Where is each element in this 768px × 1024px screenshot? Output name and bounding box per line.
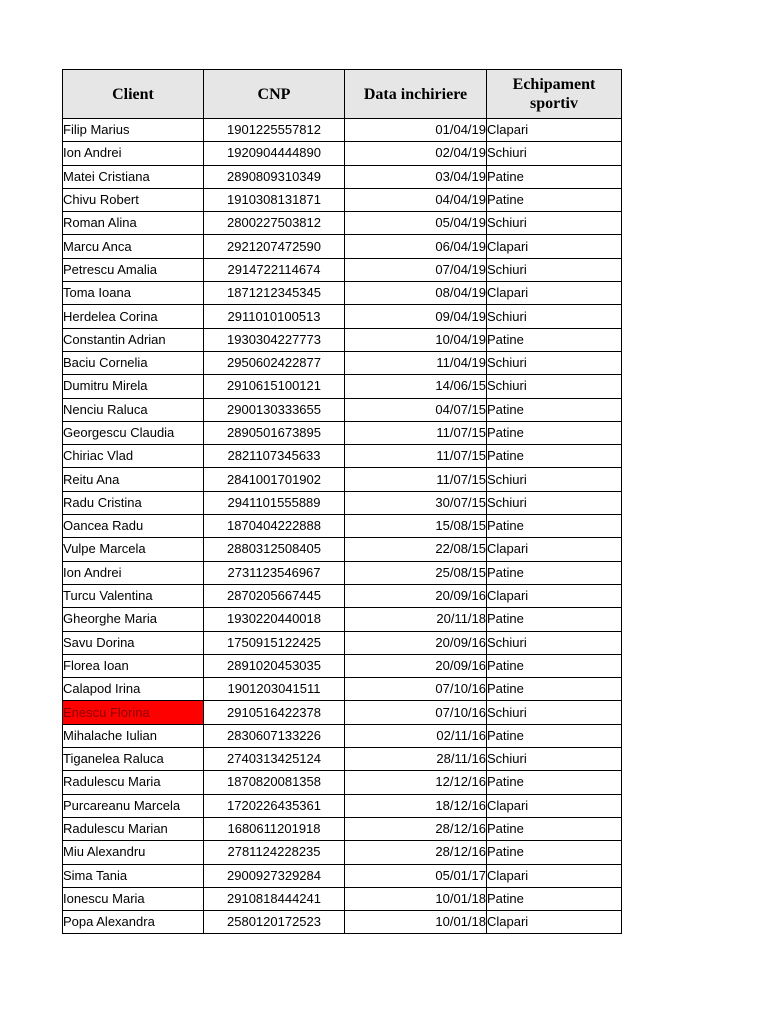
cell-equipment[interactable]: Clapari bbox=[487, 794, 622, 817]
cell-date[interactable]: 20/09/16 bbox=[345, 654, 487, 677]
cell-client[interactable]: Dumitru Mirela bbox=[63, 375, 204, 398]
cell-client[interactable]: Ionescu Maria bbox=[63, 887, 204, 910]
cell-date[interactable]: 02/04/19 bbox=[345, 142, 487, 165]
rental-table bbox=[62, 69, 622, 934]
cell-date[interactable]: 25/08/15 bbox=[345, 561, 487, 584]
table-row bbox=[63, 445, 622, 468]
cell-date[interactable]: 04/07/15 bbox=[345, 398, 487, 421]
cell-cnp[interactable]: 2914722114674 bbox=[204, 258, 345, 281]
cell-date[interactable]: 15/08/15 bbox=[345, 515, 487, 538]
cell-client[interactable]: Gheorghe Maria bbox=[63, 608, 204, 631]
cell-date[interactable]: 04/04/19 bbox=[345, 188, 487, 211]
cell-cnp[interactable]: 1870404222888 bbox=[204, 515, 345, 538]
cell-cnp[interactable]: 1930304227773 bbox=[204, 328, 345, 351]
table-row bbox=[63, 491, 622, 514]
table-row bbox=[63, 282, 622, 305]
cell-cnp[interactable]: 2900130333655 bbox=[204, 398, 345, 421]
cell-equipment[interactable]: Patine bbox=[487, 398, 622, 421]
table-row bbox=[63, 911, 622, 934]
table-row bbox=[63, 608, 622, 631]
cell-equipment[interactable]: Clapari bbox=[487, 119, 622, 142]
cell-cnp[interactable]: 1720226435361 bbox=[204, 794, 345, 817]
cell-cnp[interactable]: 1901225557812 bbox=[204, 119, 345, 142]
cell-cnp[interactable]: 2941101555889 bbox=[204, 491, 345, 514]
cell-client[interactable]: Miu Alexandru bbox=[63, 841, 204, 864]
table-row bbox=[63, 258, 622, 281]
table-row bbox=[63, 351, 622, 374]
header-cnp[interactable]: CNP bbox=[204, 70, 345, 119]
cell-cnp[interactable]: 2580120172523 bbox=[204, 911, 345, 934]
cell-date[interactable]: 28/12/16 bbox=[345, 841, 487, 864]
cell-date[interactable]: 03/04/19 bbox=[345, 165, 487, 188]
table-row bbox=[63, 515, 622, 538]
cell-client[interactable]: Florea Ioan bbox=[63, 654, 204, 677]
cell-date[interactable]: 06/04/19 bbox=[345, 235, 487, 258]
cell-equipment[interactable]: Clapari bbox=[487, 864, 622, 887]
cell-client[interactable]: Vulpe Marcela bbox=[63, 538, 204, 561]
cell-date[interactable]: 02/11/16 bbox=[345, 724, 487, 747]
cell-equipment[interactable]: Schiuri bbox=[487, 631, 622, 654]
table-row bbox=[63, 375, 622, 398]
cell-client[interactable]: Roman Alina bbox=[63, 212, 204, 235]
cell-date[interactable]: 28/11/16 bbox=[345, 748, 487, 771]
cell-equipment[interactable]: Patine bbox=[487, 678, 622, 701]
cell-equipment[interactable]: Clapari bbox=[487, 584, 622, 607]
cell-date[interactable]: 28/12/16 bbox=[345, 817, 487, 840]
cell-cnp[interactable]: 2781124228235 bbox=[204, 841, 345, 864]
table-row bbox=[63, 654, 622, 677]
cell-equipment[interactable]: Patine bbox=[487, 515, 622, 538]
cell-equipment[interactable]: Patine bbox=[487, 654, 622, 677]
table-row bbox=[63, 887, 622, 910]
cell-date[interactable]: 14/06/15 bbox=[345, 375, 487, 398]
cell-cnp[interactable]: 2821107345633 bbox=[204, 445, 345, 468]
table-row bbox=[63, 538, 622, 561]
cell-equipment[interactable]: Schiuri bbox=[487, 142, 622, 165]
cell-equipment[interactable]: Patine bbox=[487, 445, 622, 468]
cell-equipment[interactable]: Patine bbox=[487, 771, 622, 794]
cell-date[interactable]: 18/12/16 bbox=[345, 794, 487, 817]
cell-equipment[interactable]: Clapari bbox=[487, 235, 622, 258]
cell-client[interactable]: Ion Andrei bbox=[63, 561, 204, 584]
cell-client[interactable]: Georgescu Claudia bbox=[63, 421, 204, 444]
cell-equipment[interactable]: Patine bbox=[487, 724, 622, 747]
cell-date[interactable]: 08/04/19 bbox=[345, 282, 487, 305]
cell-equipment[interactable]: Schiuri bbox=[487, 351, 622, 374]
cell-equipment[interactable]: Patine bbox=[487, 165, 622, 188]
cell-cnp[interactable]: 2890809310349 bbox=[204, 165, 345, 188]
cell-equipment[interactable]: Schiuri bbox=[487, 701, 622, 724]
table-row bbox=[63, 794, 622, 817]
table-row bbox=[63, 188, 622, 211]
cell-client[interactable]: Baciu Cornelia bbox=[63, 351, 204, 374]
cell-equipment[interactable]: Schiuri bbox=[487, 212, 622, 235]
table-row bbox=[63, 235, 622, 258]
cell-date[interactable]: 12/12/16 bbox=[345, 771, 487, 794]
cell-date[interactable]: 11/07/15 bbox=[345, 468, 487, 491]
table-row bbox=[63, 817, 622, 840]
cell-cnp[interactable]: 1750915122425 bbox=[204, 631, 345, 654]
cell-client[interactable]: Filip Marius bbox=[63, 119, 204, 142]
table-row bbox=[63, 748, 622, 771]
table-row bbox=[63, 468, 622, 491]
cell-equipment[interactable]: Patine bbox=[487, 561, 622, 584]
cell-client[interactable]: Matei Cristiana bbox=[63, 165, 204, 188]
cell-cnp[interactable]: 2830607133226 bbox=[204, 724, 345, 747]
cell-client[interactable]: Herdelea Corina bbox=[63, 305, 204, 328]
table-row bbox=[63, 119, 622, 142]
cell-cnp[interactable]: 2740313425124 bbox=[204, 748, 345, 771]
cell-client[interactable]: Popa Alexandra bbox=[63, 911, 204, 934]
cell-client[interactable]: Nenciu Raluca bbox=[63, 398, 204, 421]
cell-date[interactable]: 10/01/18 bbox=[345, 887, 487, 910]
cell-cnp[interactable]: 2880312508405 bbox=[204, 538, 345, 561]
table-row bbox=[63, 305, 622, 328]
cell-cnp[interactable]: 1910308131871 bbox=[204, 188, 345, 211]
table-body bbox=[63, 119, 622, 934]
cell-cnp[interactable]: 2950602422877 bbox=[204, 351, 345, 374]
cell-cnp[interactable]: 1901203041511 bbox=[204, 678, 345, 701]
cell-equipment[interactable]: Schiuri bbox=[487, 258, 622, 281]
cell-cnp[interactable]: 1871212345345 bbox=[204, 282, 345, 305]
cell-cnp[interactable]: 2841001701902 bbox=[204, 468, 345, 491]
cell-equipment[interactable]: Patine bbox=[487, 328, 622, 351]
cell-date[interactable]: 11/07/15 bbox=[345, 421, 487, 444]
cell-cnp[interactable]: 1920904444890 bbox=[204, 142, 345, 165]
cell-cnp[interactable]: 2731123546967 bbox=[204, 561, 345, 584]
cell-client[interactable]: Radu Cristina bbox=[63, 491, 204, 514]
cell-equipment[interactable]: Clapari bbox=[487, 911, 622, 934]
cell-client[interactable]: Tiganelea Raluca bbox=[63, 748, 204, 771]
table-row bbox=[63, 864, 622, 887]
cell-client[interactable]: Toma Ioana bbox=[63, 282, 204, 305]
cell-cnp[interactable]: 1680611201918 bbox=[204, 817, 345, 840]
cell-client[interactable]: Turcu Valentina bbox=[63, 584, 204, 607]
cell-date[interactable]: 05/04/19 bbox=[345, 212, 487, 235]
cell-date[interactable]: 30/07/15 bbox=[345, 491, 487, 514]
cell-date[interactable]: 22/08/15 bbox=[345, 538, 487, 561]
header-row bbox=[63, 70, 622, 119]
table-row bbox=[63, 398, 622, 421]
cell-equipment[interactable]: Patine bbox=[487, 841, 622, 864]
cell-date[interactable]: 20/09/16 bbox=[345, 584, 487, 607]
cell-date[interactable]: 07/10/16 bbox=[345, 701, 487, 724]
table-row bbox=[63, 328, 622, 351]
cell-client[interactable]: Radulescu Marian bbox=[63, 817, 204, 840]
cell-client[interactable]: Radulescu Maria bbox=[63, 771, 204, 794]
cell-client[interactable]: Ion Andrei bbox=[63, 142, 204, 165]
cell-date[interactable]: 09/04/19 bbox=[345, 305, 487, 328]
table-row bbox=[63, 142, 622, 165]
cell-cnp[interactable]: 2911010100513 bbox=[204, 305, 345, 328]
table-row bbox=[63, 165, 622, 188]
cell-cnp[interactable]: 2910615100121 bbox=[204, 375, 345, 398]
table-row bbox=[63, 631, 622, 654]
cell-client[interactable]: Petrescu Amalia bbox=[63, 258, 204, 281]
cell-client[interactable]: Savu Dorina bbox=[63, 631, 204, 654]
cell-equipment[interactable]: Schiuri bbox=[487, 375, 622, 398]
cell-equipment[interactable]: Patine bbox=[487, 188, 622, 211]
cell-cnp[interactable]: 2910818444241 bbox=[204, 887, 345, 910]
cell-date[interactable]: 11/07/15 bbox=[345, 445, 487, 468]
cell-client[interactable]: Constantin Adrian bbox=[63, 328, 204, 351]
table-row bbox=[63, 771, 622, 794]
cell-equipment[interactable]: Clapari bbox=[487, 282, 622, 305]
cell-equipment[interactable]: Schiuri bbox=[487, 305, 622, 328]
cell-equipment[interactable]: Patine bbox=[487, 817, 622, 840]
cell-client[interactable]: Chivu Robert bbox=[63, 188, 204, 211]
cell-cnp[interactable]: 2870205667445 bbox=[204, 584, 345, 607]
cell-date[interactable]: 20/11/18 bbox=[345, 608, 487, 631]
cell-cnp[interactable]: 1930220440018 bbox=[204, 608, 345, 631]
table-row bbox=[63, 584, 622, 607]
cell-client[interactable]: Oancea Radu bbox=[63, 515, 204, 538]
cell-client[interactable]: Reitu Ana bbox=[63, 468, 204, 491]
cell-cnp[interactable]: 2890501673895 bbox=[204, 421, 345, 444]
table-row bbox=[63, 841, 622, 864]
header-date[interactable]: Data inchiriere bbox=[345, 70, 487, 119]
table-row bbox=[63, 212, 622, 235]
cell-date[interactable]: 07/10/16 bbox=[345, 678, 487, 701]
cell-date[interactable]: 10/01/18 bbox=[345, 911, 487, 934]
cell-equipment[interactable]: Clapari bbox=[487, 538, 622, 561]
cell-cnp[interactable]: 2921207472590 bbox=[204, 235, 345, 258]
cell-date[interactable]: 05/01/17 bbox=[345, 864, 487, 887]
cell-cnp[interactable]: 2891020453035 bbox=[204, 654, 345, 677]
cell-date[interactable]: 10/04/19 bbox=[345, 328, 487, 351]
table-row bbox=[63, 561, 622, 584]
cell-client[interactable]: Purcareanu Marcela bbox=[63, 794, 204, 817]
cell-cnp[interactable]: 2800227503812 bbox=[204, 212, 345, 235]
cell-cnp[interactable]: 2910516422378 bbox=[204, 701, 345, 724]
cell-client[interactable]: Calapod Irina bbox=[63, 678, 204, 701]
cell-equipment[interactable]: Schiuri bbox=[487, 748, 622, 771]
cell-equipment[interactable]: Schiuri bbox=[487, 491, 622, 514]
table-row bbox=[63, 678, 622, 701]
table-row bbox=[63, 724, 622, 747]
cell-client[interactable]: Sima Tania bbox=[63, 864, 204, 887]
header-client[interactable]: Client bbox=[63, 70, 204, 119]
cell-client[interactable]: Mihalache Iulian bbox=[63, 724, 204, 747]
cell-client[interactable]: Enescu Florina bbox=[63, 701, 204, 724]
cell-date[interactable]: 01/04/19 bbox=[345, 119, 487, 142]
cell-equipment[interactable]: Schiuri bbox=[487, 468, 622, 491]
cell-equipment[interactable]: Patine bbox=[487, 421, 622, 444]
table-row bbox=[63, 421, 622, 444]
cell-cnp[interactable]: 2900927329284 bbox=[204, 864, 345, 887]
header-equipment[interactable]: Echipament sportiv bbox=[487, 70, 622, 119]
cell-cnp[interactable]: 1870820081358 bbox=[204, 771, 345, 794]
cell-equipment[interactable]: Patine bbox=[487, 608, 622, 631]
cell-equipment[interactable]: Patine bbox=[487, 887, 622, 910]
cell-date[interactable]: 07/04/19 bbox=[345, 258, 487, 281]
cell-client[interactable]: Marcu Anca bbox=[63, 235, 204, 258]
cell-date[interactable]: 20/09/16 bbox=[345, 631, 487, 654]
table-row bbox=[63, 701, 622, 724]
cell-date[interactable]: 11/04/19 bbox=[345, 351, 487, 374]
cell-client[interactable]: Chiriac Vlad bbox=[63, 445, 204, 468]
